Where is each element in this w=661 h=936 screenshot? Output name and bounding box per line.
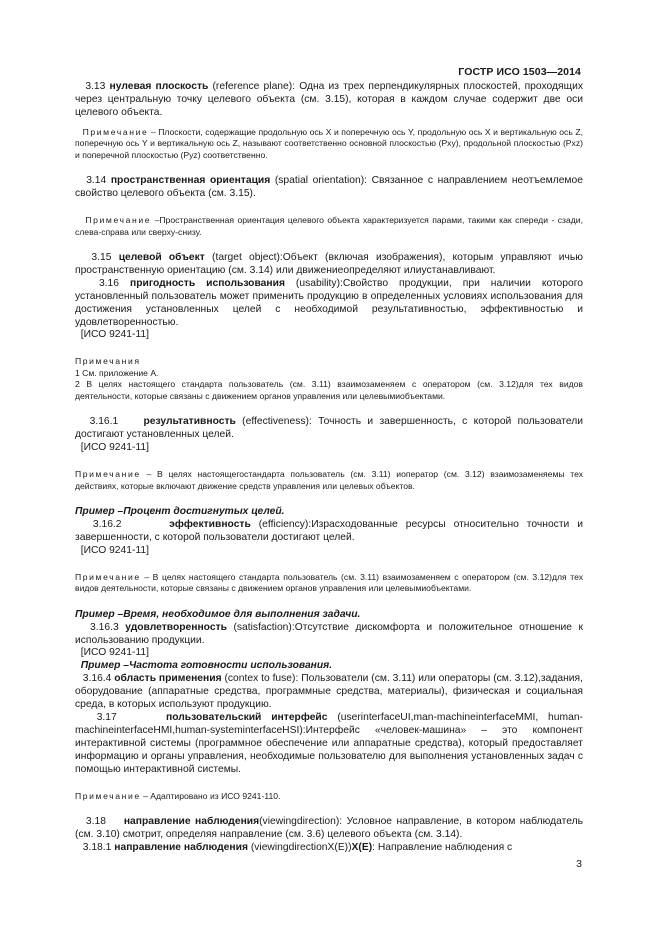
term-3-14 bbox=[75, 175, 583, 201]
clause-number: 3.18 bbox=[85, 816, 106, 827]
term-definition: (viewingdirection): Условное направление, в котором наблюдатель (см. 3.10) смотрит, определяя направление (см. 3.6) целевого объекта (см. 3.14). bbox=[75, 816, 583, 840]
term-definition: (efficiency):Израсходованные ресурсы относительно точности и завершенности, с которой пользователи достигают целей. bbox=[75, 519, 583, 543]
term-3-13 bbox=[75, 81, 583, 120]
term-3-16-1 bbox=[75, 416, 583, 442]
note-3-17 bbox=[75, 791, 583, 803]
term-name: удовлетворенность bbox=[125, 621, 227, 633]
term-3-18 bbox=[75, 816, 583, 842]
clause-number: 3.14 bbox=[86, 175, 107, 187]
clause-number: 3.17 bbox=[96, 711, 117, 723]
term-symbol: X(E) bbox=[351, 841, 373, 853]
note-text: – В целях настоящего стандарта пользователь (см. 3.11) взаимозаменяем с оператором (см. 3.12)для тех видов деятельности, которые связаны с движением органов управления или целевымиобъектами. bbox=[75, 571, 583, 594]
term-3-18-1 bbox=[75, 842, 583, 855]
example-text: Пример –Частота готовности использования. bbox=[80, 660, 333, 672]
term-3-16 bbox=[75, 278, 583, 330]
term-3-15 bbox=[75, 252, 583, 278]
term-definition: (usability):Свойство продукции, при наличии которого установленный пользователь может применить продукцию в определенных условиях использования для достижения установленных целей с необходимой результативностью, эффективностью и удовлетворенностью. bbox=[75, 277, 583, 328]
reference-text: [ИСО 9241-11] bbox=[80, 442, 149, 454]
note-2-3-16: 2 В целях настоящего стандарта пользователь (см. 3.11) взаимозаменяем с оператором (см. 3.12)для тех видов деятельности, которые связаны с движением органов управления или целевымиобъектами. bbox=[75, 379, 583, 401]
reference-text: [ИСО 9241-11] bbox=[80, 544, 149, 556]
example-3-16-1: Пример –Процент достигнутых целей. bbox=[75, 506, 285, 518]
note-3-16-2 bbox=[75, 572, 583, 595]
term-3-16-4 bbox=[75, 673, 583, 712]
term-name: пользовательский интерфейс bbox=[166, 711, 328, 723]
term-3-17 bbox=[75, 712, 583, 777]
page-number: 3 bbox=[576, 858, 582, 870]
reference-3-16-1 bbox=[75, 442, 583, 455]
reference-3-16 bbox=[75, 329, 583, 342]
notes-3-16 bbox=[75, 356, 583, 368]
term-definition: (contex to fuse): Пользователи (см. 3.11) или операторы (см. 3.12),задания, оборудование (аппаратные средства, программные средства, материалы), физическая и социальная среда, в которых используют продукцию. bbox=[75, 673, 583, 711]
term-name: область применения bbox=[114, 673, 222, 685]
note-label: Примечание bbox=[75, 571, 141, 582]
term-3-16-3 bbox=[75, 622, 583, 648]
clause-number: 3.16.3 bbox=[90, 621, 119, 633]
clause-number: 3.16.1 bbox=[89, 416, 119, 428]
term-name: целевой объект bbox=[118, 252, 205, 264]
note-label: Примечание bbox=[82, 126, 149, 137]
term-3-16-2 bbox=[75, 519, 583, 545]
clause-number: 3.16.2 bbox=[92, 519, 122, 530]
note-text: – В целях настоящегостандарта пользователь (см. 3.11) иоператор (см. 3.12) взаимозаменяемы тех действиях, которые включают движение средств управления или целевых объектов. bbox=[75, 469, 583, 491]
term-definition: (effectiveness): Точность и завершенность, с которой пользователи достигают установленных целей. bbox=[75, 416, 583, 441]
term-definition: (target object):Объект (включая изображения), которым управляют ичью пространственную ориентацию (см. 3.14) или движениеопределяют илиустанавливают. bbox=[75, 252, 583, 276]
term-definition-cont: : Направление наблюдения с bbox=[372, 841, 513, 853]
term-name: эффективность bbox=[169, 519, 251, 530]
term-definition: (viewingdirectionX(E)) bbox=[247, 841, 352, 853]
reference-text: [ИСО 9241-11] bbox=[80, 647, 149, 659]
clause-number: 3.16 bbox=[98, 277, 120, 289]
note-3-14 bbox=[75, 215, 583, 238]
clause-number: 3.13 bbox=[85, 81, 106, 92]
example-3-16-2: Пример –Время, необходимое для выполнения задачи. bbox=[75, 608, 361, 620]
reference-3-16-2 bbox=[75, 545, 583, 558]
note-3-13 bbox=[75, 127, 583, 162]
note-text: –Пространственная ориентация целевого объекта характеризуется парами, такими как спереди - сзади, слева-справа или сверху-снизу. bbox=[75, 215, 583, 237]
term-name: направление наблюдения bbox=[114, 841, 248, 853]
standard-header: ГОСТР ИСО 1503—2014 bbox=[458, 66, 581, 78]
term-definition: (spatial orientation): Связанное с направлением неотъемлемое свойство целевого объекта (см. 3.15). bbox=[75, 175, 583, 200]
note-text: – Адаптировано из ИСО 9241-110. bbox=[140, 790, 281, 801]
note-label: Примечание bbox=[75, 469, 141, 480]
note-label: Примечание bbox=[75, 790, 141, 801]
term-definition: (satisfaction):Отсутствие дискомфорта и положительное отношение к использованию продукции. bbox=[75, 621, 583, 646]
note-text: – Плоскости, содержащие продольную ось X и поперечную ось Y, продольную ось X и вертикальную ось Z, поперечную ось Y и вертикальную ось Z, называют соответственно основной плоскостью (Pxy), продольной плоскостью (Pxz) и поперечной плоскостью (Pyz) соответственно. bbox=[75, 126, 583, 160]
document-body bbox=[75, 81, 583, 855]
term-name: пригодность использования bbox=[130, 277, 285, 289]
term-name: результативность bbox=[143, 416, 236, 428]
clause-number: 3.18.1 bbox=[82, 841, 112, 853]
term-definition: (reference plane): Одна из трех перпендикулярных плоскостей, проходящих через центральную точку целевого объекта (см. 3.15), которая в каждом случае содержит две оси целевого объекта. bbox=[75, 81, 583, 118]
reference-3-16-3 bbox=[75, 647, 583, 660]
term-name: пространственная ориентация bbox=[110, 175, 271, 187]
example-3-16-3 bbox=[75, 660, 583, 673]
term-definition: (userinterfaceUI,man-machineinterfaceMMI, human-machineinterfaceHMI,human-systeminterfaceHSI):Интерфейс «человек-машина» – это компонент интерактивной системы (программное обеспечение или аппаратные средства), который предоставляет информацию и органы управления, необходимые пользователю для выполнения установленных задач с помощью интерактивной системы. bbox=[75, 711, 583, 775]
term-name: направление наблюдения bbox=[123, 816, 260, 827]
note-1-3-16: 1 См. приложение А. bbox=[75, 367, 159, 378]
note-3-16-1 bbox=[75, 469, 583, 492]
term-name: нулевая плоскость bbox=[109, 81, 209, 92]
notes-label: Примечания bbox=[75, 356, 141, 367]
reference-text: [ИСО 9241-11] bbox=[80, 329, 149, 341]
note-label: Примечание bbox=[85, 215, 152, 226]
clause-number: 3.16.4 bbox=[82, 673, 112, 685]
clause-number: 3.15 bbox=[91, 252, 112, 264]
